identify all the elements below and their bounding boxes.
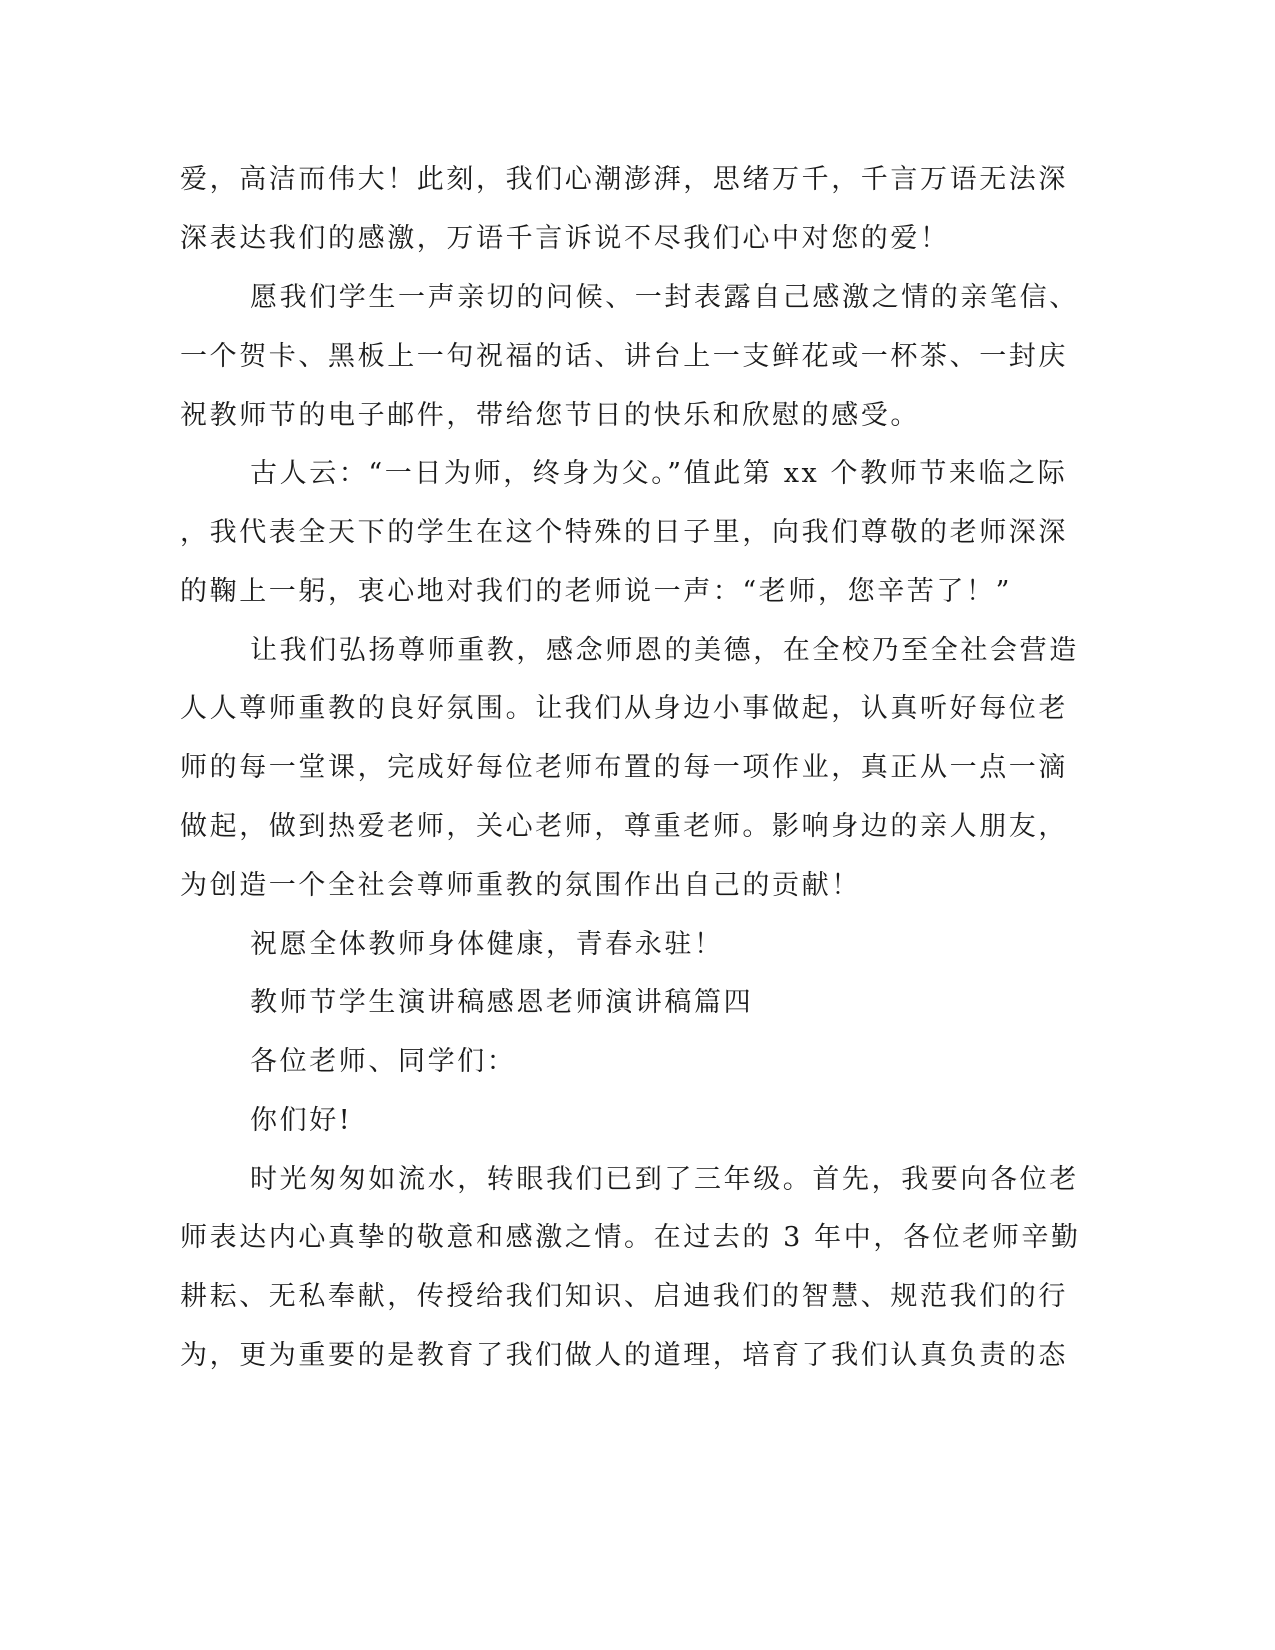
paragraph-first-line: 让我们弘扬尊师重教，感念师恩的美德，在全校乃至全社会营造 <box>250 635 1079 666</box>
text-line: 耕耘、无私奉献，传授给我们知识、启迪我们的智慧、规范我们的行 <box>180 1281 1068 1312</box>
section-heading: 教师节学生演讲稿感恩老师演讲稿篇四 <box>250 987 754 1018</box>
text-line: 的鞠上一躬，衷心地对我们的老师说一声：“老师，您辛苦了！” <box>180 576 1013 607</box>
paragraph-first-line: 愿我们学生一声亲切的问候、一封表露自己感激之情的亲笔信、 <box>250 282 1079 313</box>
text-line: 为，更为重要的是教育了我们做人的道理，培育了我们认真负责的态 <box>180 1340 1068 1371</box>
paragraph-first-line: 祝愿全体教师身体健康，青春永驻！ <box>250 929 724 960</box>
greeting: 你们好! <box>250 1105 353 1136</box>
text-line: 师表达内心真挚的敬意和感激之情。在过去的 3 年中，各位老师辛勤 <box>180 1222 1081 1253</box>
paragraph-first-line: 古人云：“一日为师，终身为父。”值此第 xx 个教师节来临之际 <box>250 458 1068 489</box>
text-line: 人人尊师重教的良好氛围。让我们从身边小事做起，认真听好每位老 <box>180 693 1068 724</box>
text-line: ，我代表全天下的学生在这个特殊的日子里，向我们尊敬的老师深深 <box>180 517 1068 548</box>
text-line: 一个贺卡、黑板上一句祝福的话、讲台上一支鲜花或一杯茶、一封庆 <box>180 341 1068 372</box>
text-line: 为创造一个全社会尊师重教的氛围作出自己的贡献！ <box>180 870 861 901</box>
text-line: 深表达我们的感激，万语千言诉说不尽我们心中对您的爱！ <box>180 223 950 254</box>
salutation: 各位老师、同学们： <box>250 1046 517 1077</box>
text-line: 师的每一堂课，完成好每位老师布置的每一项作业，真正从一点一滴 <box>180 752 1068 783</box>
text-line: 祝教师节的电子邮件，带给您节日的快乐和欣慰的感受。 <box>180 400 920 431</box>
text-line: 做起，做到热爱老师，关心老师，尊重老师。影响身边的亲人朋友， <box>180 811 1068 842</box>
paragraph-first-line: 时光匆匆如流水，转眼我们已到了三年级。首先，我要向各位老 <box>250 1164 1079 1195</box>
text-line: 爱，高洁而伟大！此刻，我们心潮澎湃，思绪万千，千言万语无法深 <box>180 164 1068 195</box>
